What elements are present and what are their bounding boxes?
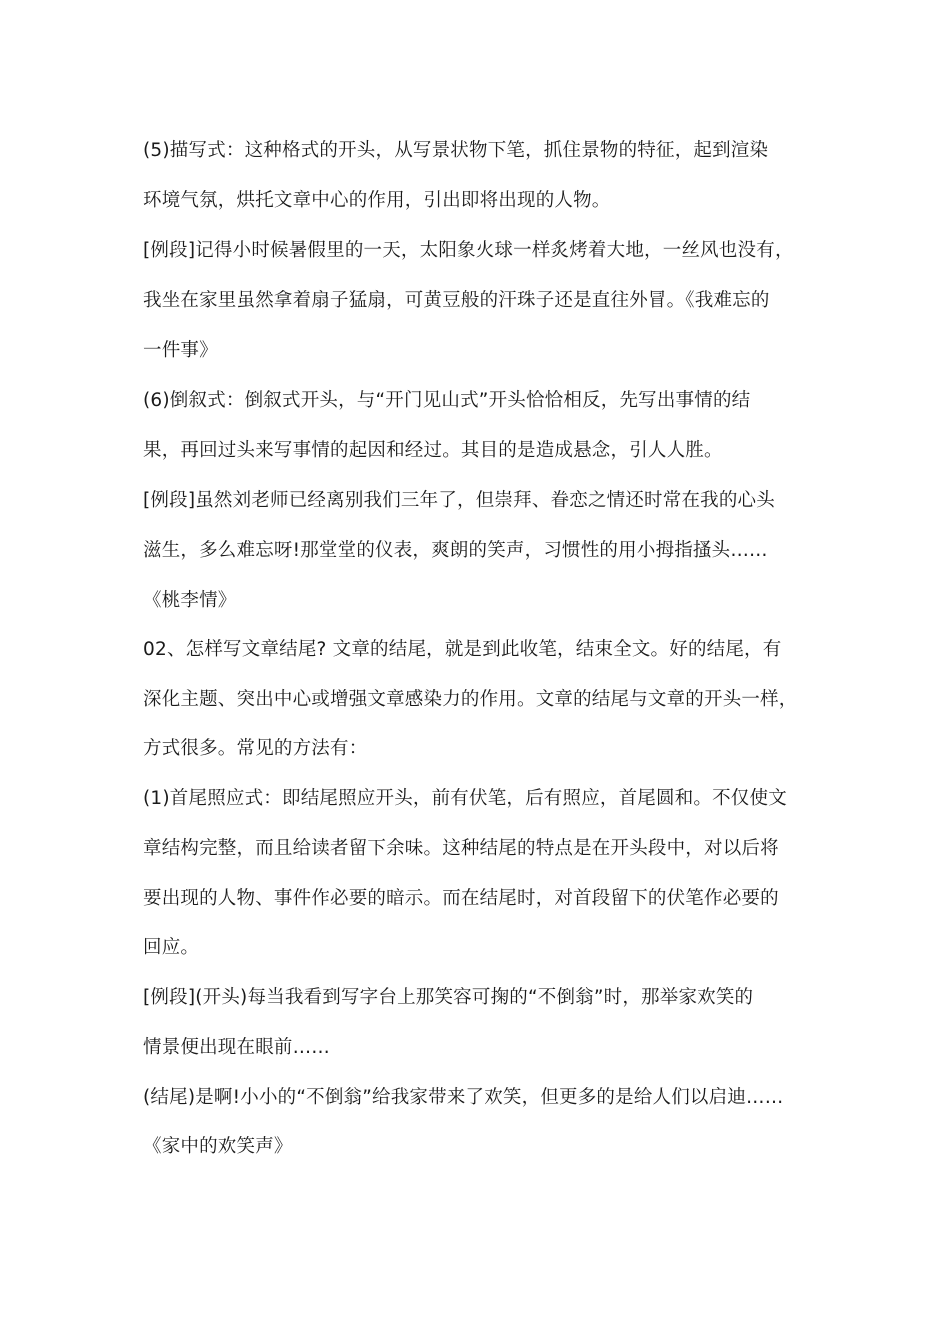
text-line: 环境气氛，烘托文章中心的作用，引出即将出现的人物。 [143, 190, 611, 211]
text-line: [例段]虽然刘老师已经离别我们三年了，但崇拜、眷恋之情还时常在我的心头 [143, 490, 775, 511]
text-line: 方式很多。常见的方法有： [143, 738, 368, 759]
text-line: 章结构完整，而且给读者留下余味。这种结尾的特点是在开头段中，对以后将 [143, 838, 779, 859]
text-line: 02、怎样写文章结尾? 文章的结尾，就是到此收笔，结束全文。好的结尾，有 [143, 639, 782, 660]
text-line: (6)倒叙式：倒叙式开头，与“开门见山式”开头恰恰相反，先写出事情的结 [143, 390, 751, 411]
text-line: 《家中的欢笑声》 [143, 1136, 293, 1157]
text-line: 我坐在家里虽然拿着扇子猛扇，可黄豆般的汗珠子还是直往外冒。《我难忘的 [143, 290, 770, 311]
text-line: 滋生，多么难忘呀!那堂堂的仪表，爽朗的笑声，习惯性的用小拇指搔头…… [143, 540, 768, 561]
text-line: 情景便出现在眼前…… [143, 1037, 331, 1058]
text-line: 一件事》 [143, 340, 218, 361]
text-line: 回应。 [143, 937, 200, 958]
text-line: 要出现的人物、事件作必要的暗示。而在结尾时，对首段留下的伏笔作必要的 [143, 888, 779, 909]
text-line: [例段]记得小时候暑假里的一天，太阳象火球一样炙烤着大地，一丝风也没有， [143, 240, 794, 261]
text-line: 果，再回过头来写事情的起因和经过。其目的是造成悬念，引人人胜。 [143, 440, 723, 461]
text-line: 《桃李情》 [143, 590, 237, 611]
text-line: 深化主题、突出中心或增强文章感染力的作用。文章的结尾与文章的开头一样， [143, 689, 798, 710]
text-line: (5)描写式：这种格式的开头，从写景状物下笔，抓住景物的特征，起到渲染 [143, 140, 769, 161]
text-line: (1)首尾照应式：即结尾照应开头，前有伏笔，后有照应，首尾圆和。不仅使文 [143, 788, 787, 809]
text-line: (结尾)是啊!小小的“不倒翁”给我家带来了欢笑，但更多的是给人们以启迪…… [143, 1087, 784, 1108]
text-line: [例段](开头)每当我看到写字台上那笑容可掬的“不倒翁”时，那举家欢笑的 [143, 987, 754, 1008]
